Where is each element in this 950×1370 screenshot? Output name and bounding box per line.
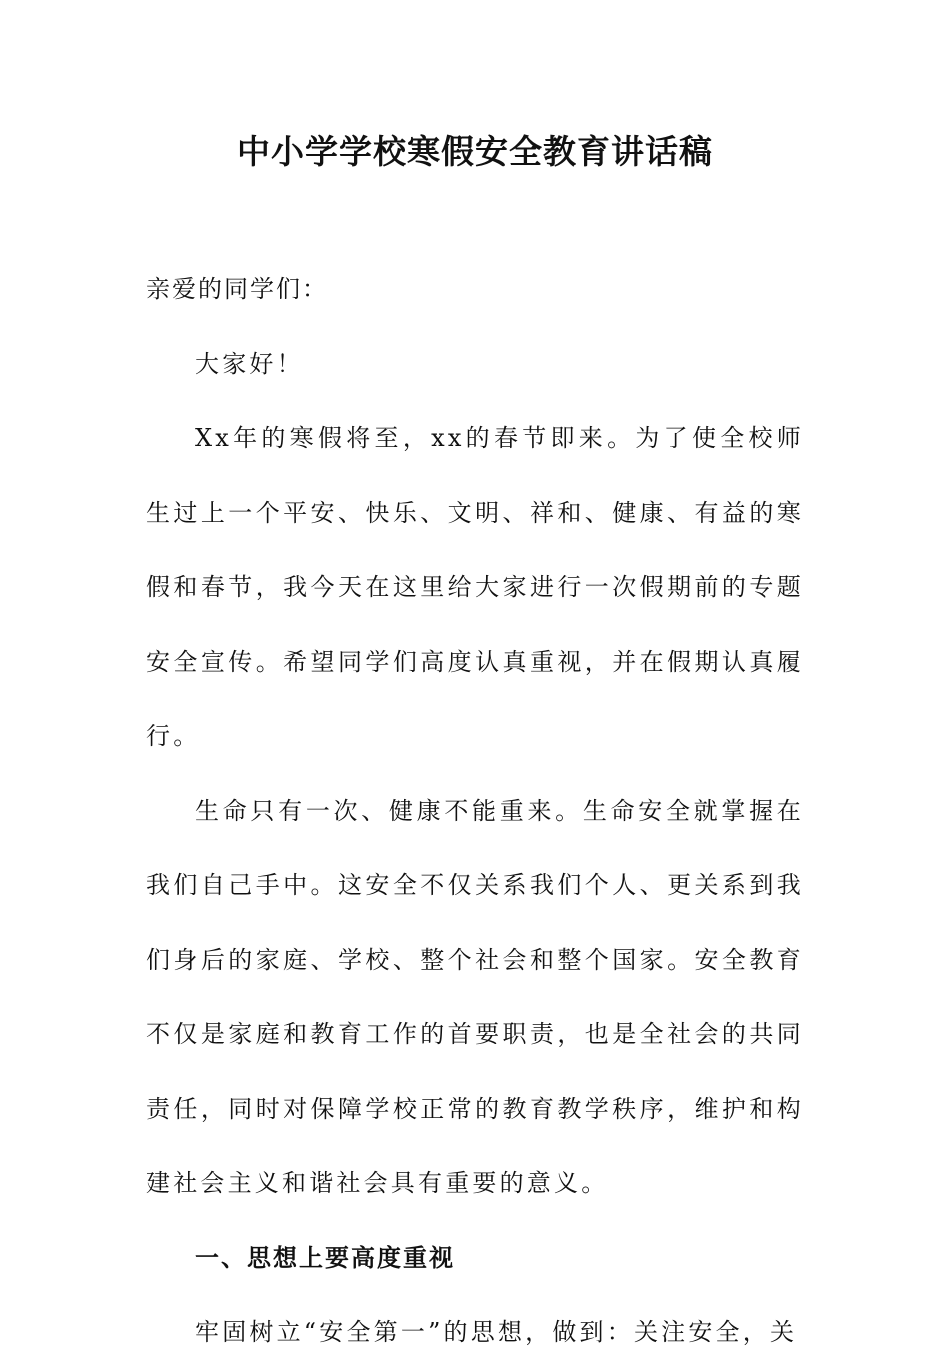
salutation: 亲爱的同学们：: [146, 275, 328, 303]
section-heading: 一、思想上要高度重视: [195, 1243, 455, 1272]
body-paragraph-2: 生命只有一次、健康不能重来。生命安全就掌握在我们自己手中。这安全不仅关系我们个人、更关系到我们身后的家庭、学校、整个社会和整个国家。安全教育不仅是家庭和教育工作的首要职责，也是全社会的共同责任，同时对保障学校正常的教育教学秩序，维护和构建社会主义和谐社会具有重要的意义。: [146, 796, 804, 1197]
section-paragraph: 牢固树立“安全第一”的思想，做到：关注安全，关: [195, 1318, 798, 1346]
document-body: [146, 252, 804, 1370]
greeting: 大家好！: [195, 349, 304, 378]
body-paragraph-1: Xx年的寒假将至，xx的春节即来。为了使全校师生过上一个平安、快乐、文明、祥和、健康、有益的寒假和春节，我今天在这里给大家进行一次假期前的专题安全宣传。希望同学们高度认真重视，并在假期认真履行。: [146, 424, 804, 750]
document-title: 中小学学校寒假安全教育讲话稿: [237, 132, 713, 171]
